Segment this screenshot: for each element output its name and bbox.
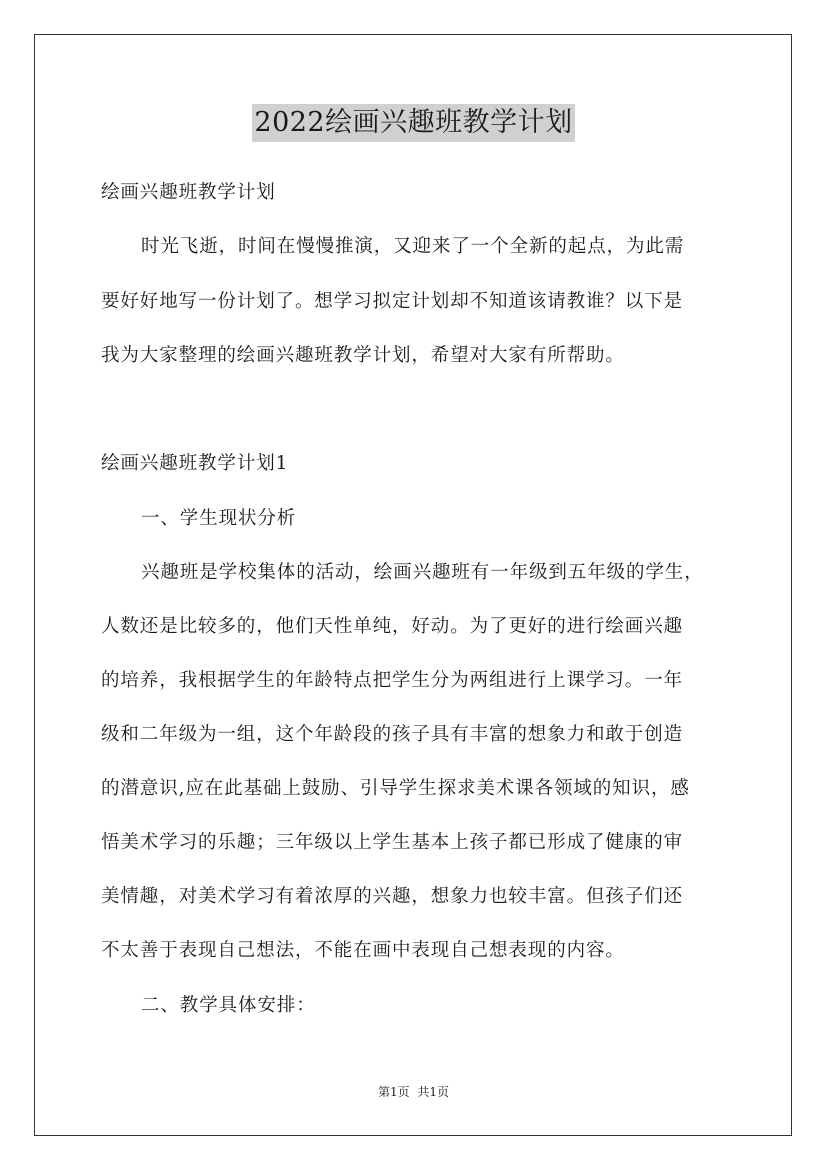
paragraph-line: 的培养，我根据学生的年龄特点把学生分为两组进行上课学习。一年: [101, 670, 684, 691]
paragraph-line: 人数还是比较多的，他们天性单纯，好动。为了更好的进行绘画兴趣: [101, 616, 684, 637]
paragraph-line: 不太善于表现自己想法，不能在画中表现自己想表现的内容。: [101, 940, 625, 961]
paragraph-line: 的潜意识,应在此基础上鼓励、引导学生探求美术课各领域的知识，感: [101, 778, 690, 799]
paragraph-line: 兴趣班是学校集体的活动，绘画兴趣班有一年级到五年级的学生，: [141, 562, 704, 583]
paragraph-line: 要好好地写一份计划了。想学习拟定计划却不知道该请教谁？以下是: [101, 291, 684, 312]
paragraph-line: 我为大家整理的绘画兴趣班教学计划，希望对大家有所帮助。: [101, 345, 625, 366]
paragraph-line: 悟美术学习的乐趣；三年级以上学生基本上孩子都已形成了健康的审: [101, 832, 684, 853]
page-number: 第1页: [377, 1085, 410, 1099]
page-total: 共1页: [417, 1085, 450, 1099]
paragraph-line: 时光飞逝，时间在慢慢推演，又迎来了一个全新的起点，为此需: [141, 236, 685, 257]
paragraph-line: 级和二年级为一组，这个年龄段的孩子具有丰富的想象力和敢于创造: [101, 724, 684, 745]
subtitle: 绘画兴趣班教学计划: [101, 182, 276, 203]
page-footer: [0, 1084, 827, 1100]
paragraph-line: 美情趣，对美术学习有着浓厚的兴趣，想象力也较丰富。但孩子们还: [101, 886, 684, 907]
section-heading: 绘画兴趣班教学计划1: [101, 453, 289, 474]
title-container: [0, 104, 827, 142]
document-title: 2022绘画兴趣班教学计划: [252, 104, 574, 142]
subsection-heading: 一、学生现状分析: [141, 508, 297, 529]
subsection-heading: 二、教学具体安排：: [141, 995, 316, 1016]
